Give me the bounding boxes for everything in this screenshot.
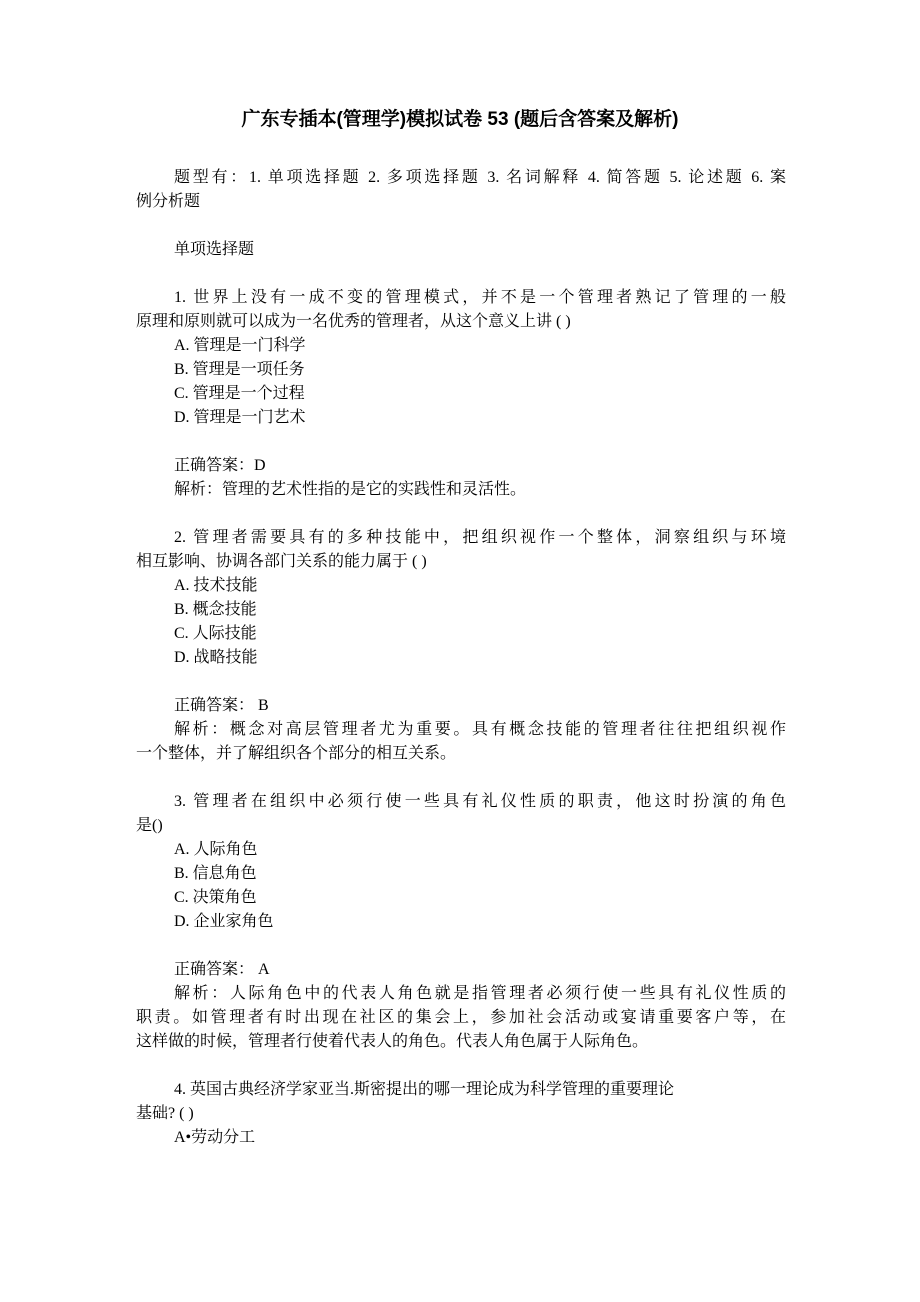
analysis: 这样做的时候，管理者行使着代表人的角色。代表人角色属于人际角色。 <box>136 1033 649 1050</box>
question-3-text: 3. 管理者在组织中必须行使一些具有礼仪性质的职责，他这时扮演的角色 <box>174 793 786 810</box>
correct-answer: 正确答案： A <box>174 961 270 978</box>
question-2-text: 相互影响、协调各部门关系的能力属于 ( ) <box>136 553 427 570</box>
question-3-text: 是() <box>136 817 163 834</box>
analysis: 职责。如管理者有时出现在社区的集会上，参加社会活动或宴请重要客户等，在 <box>136 1009 786 1026</box>
option: B. 信息角色 <box>174 865 257 882</box>
question-4-text: 基础? ( ) <box>136 1105 194 1122</box>
section-heading: 单项选择题 <box>174 241 255 258</box>
option: A•劳动分工 <box>174 1129 256 1146</box>
option: C. 管理是一个过程 <box>174 385 305 402</box>
option: A. 管理是一门科学 <box>174 337 306 354</box>
question-1-text: 原理和原则就可以成为一名优秀的管理者，从这个意义上讲 ( ) <box>136 313 571 330</box>
option: B. 管理是一项任务 <box>174 361 305 378</box>
question-1-text: 1. 世界上没有一成不变的管理模式，并不是一个管理者熟记了管理的一般 <box>174 289 786 306</box>
document-title: 广东专插本(管理学)模拟试卷 53 (题后含答案及解析) <box>241 109 679 130</box>
option: D. 战略技能 <box>174 649 258 666</box>
option: A. 技术技能 <box>174 577 258 594</box>
question-4-text: 4. 英国古典经济学家亚当.斯密提出的哪一理论成为科学管理的重要理论 <box>174 1081 675 1098</box>
option: C. 人际技能 <box>174 625 257 642</box>
analysis: 解析：人际角色中的代表人角色就是指管理者必须行使一些具有礼仪性质的 <box>174 985 786 1002</box>
option: B. 概念技能 <box>174 601 257 618</box>
option: C. 决策角色 <box>174 889 257 906</box>
correct-answer: 正确答案： B <box>174 697 269 714</box>
analysis: 一个整体，并了解组织各个部分的相互关系。 <box>136 745 457 762</box>
option: D. 管理是一门艺术 <box>174 409 306 426</box>
question-types-line: 题型有：1. 单项选择题 2. 多项选择题 3. 名词解释 4. 简答题 5. 论述题 6. 案 <box>174 169 786 186</box>
analysis: 解析：管理的艺术性指的是它的实践性和灵活性。 <box>174 481 527 498</box>
analysis: 解析：概念对高层管理者尤为重要。具有概念技能的管理者往往把组织视作 <box>174 721 786 738</box>
option: D. 企业家角色 <box>174 913 274 930</box>
option: A. 人际角色 <box>174 841 258 858</box>
question-types-line: 例分析题 <box>136 193 201 210</box>
question-2-text: 2. 管理者需要具有的多种技能中，把组织视作一个整体，洞察组织与环境 <box>174 529 786 546</box>
correct-answer: 正确答案：D <box>174 457 266 474</box>
